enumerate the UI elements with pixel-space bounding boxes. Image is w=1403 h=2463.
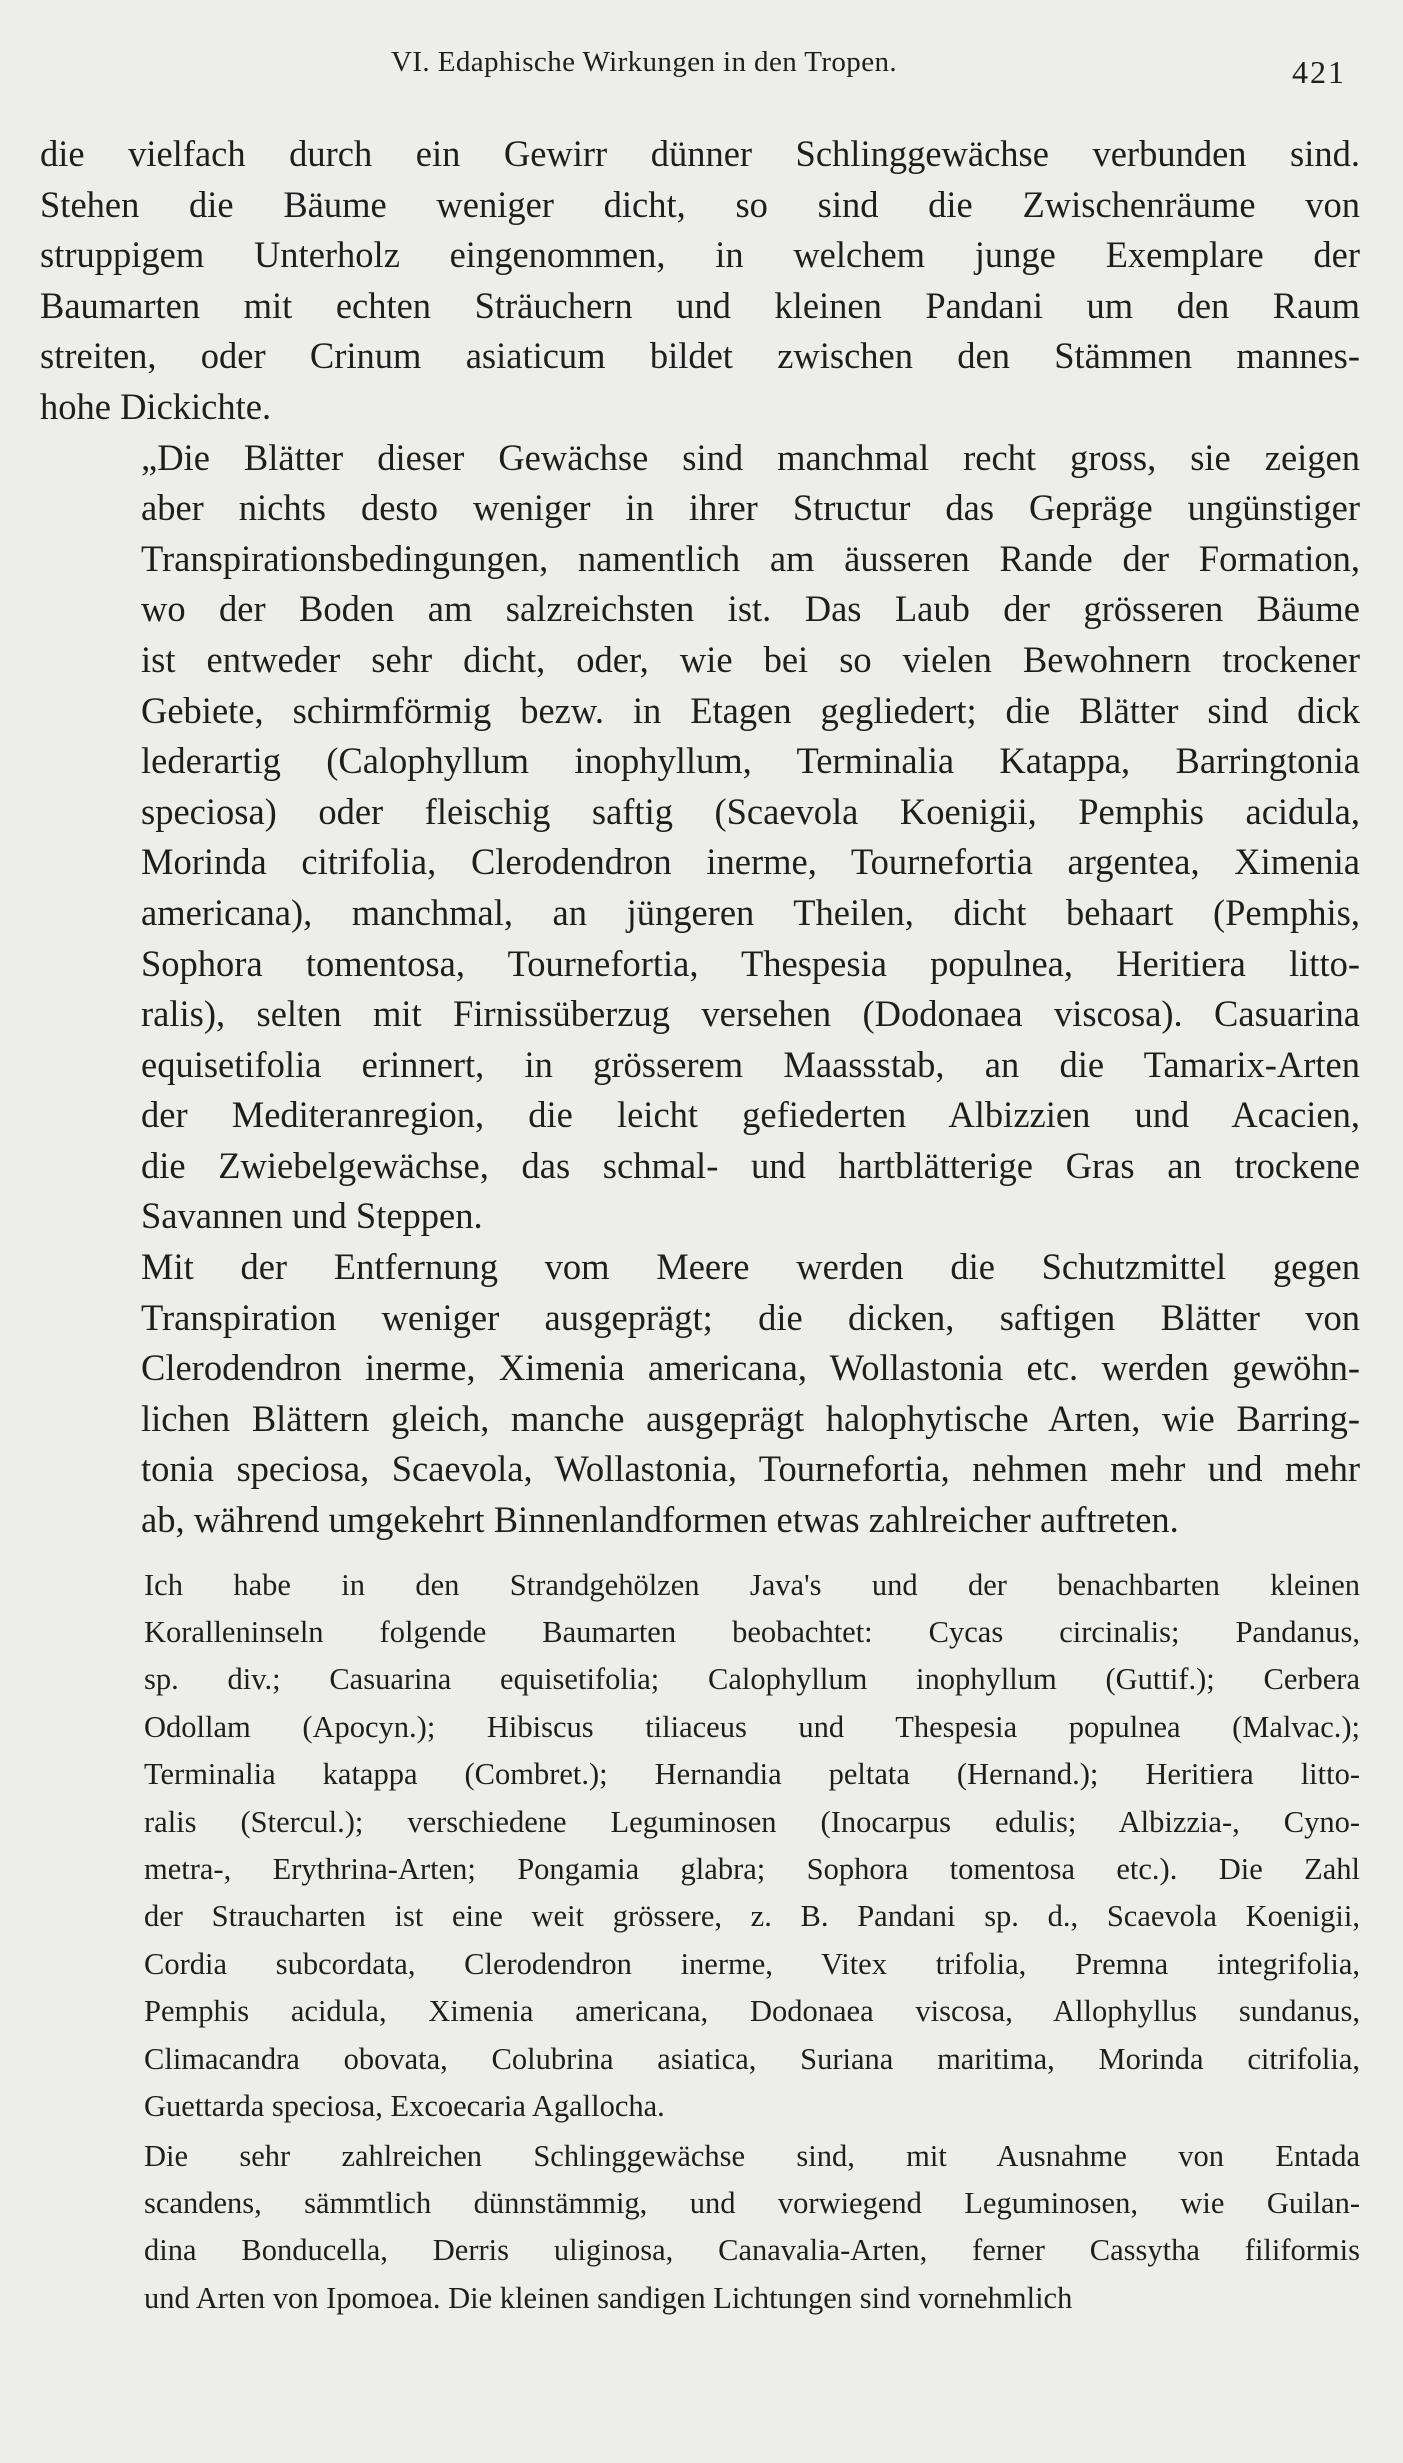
text-line: ralis (Stercul.); verschiedene Leguminosen (Inocarpus edulis; Albizzia-, Cyno- (144, 1804, 1360, 1839)
text-line: Die sehr zahlreichen Schlinggewächse sind, mit Ausnahme von Entada (144, 2138, 1360, 2173)
text-line: streiten, oder Crinum asiaticum bildet zwischen den Stämmen mannes- (40, 335, 1360, 377)
text-line: Climacandra obovata, Colubrina asiatica, Suriana maritima, Morinda citrifolia, (144, 2041, 1360, 2076)
page-number: 421 (1292, 54, 1346, 90)
text-line: ab, während umgekehrt Binnenlandformen etwas zahlreicher auftreten. (141, 1499, 1179, 1541)
text-line: equisetifolia erinnert, in grösserem Maassstab, an die Tamarix-Arten (141, 1043, 1360, 1085)
text-line: ist entweder sehr dicht, oder, wie bei so vielen Bewohnern trockener (141, 638, 1360, 680)
running-head (0, 46, 1403, 90)
text-line: der Straucharten ist eine weit grössere, z. B. Pandani sp. d., Scaevola Koenigii, (144, 1899, 1360, 1934)
paragraph (40, 1242, 1360, 1546)
paragraph (40, 129, 1360, 433)
text-line: „Die Blätter dieser Gewächse sind manchmal recht gross, sie zeigen (141, 436, 1360, 478)
text-line: Sophora tomentosa, Tournefortia, Thespesia populnea, Heritiera litto- (141, 942, 1360, 984)
text-line: Terminalia katappa (Combret.); Hernandia peltata (Hernand.); Heritiera litto- (144, 1757, 1360, 1792)
main-text (40, 129, 1360, 1546)
text-line: die vielfach durch ein Gewirr dünner Schlinggewächse verbunden sind. (40, 133, 1360, 174)
small-print-paragraph (40, 1562, 1360, 2131)
text-line: ralis), selten mit Firnissüberzug versehen (Dodonaea viscosa). Casuarina (141, 993, 1360, 1035)
text-line: metra-, Erythrina-Arten; Pongamia glabra; Sophora tomentosa etc.). Die Zahl (144, 1852, 1360, 1887)
text-line: hohe Dickichte. (40, 385, 272, 427)
text-line: lederartig (Calophyllum inophyllum, Terminalia Katappa, Barringtonia (141, 740, 1360, 782)
page-body (40, 129, 1360, 2322)
text-line: Savannen und Steppen. (141, 1195, 483, 1237)
text-line: dina Bonducella, Derris uliginosa, Canavalia-Arten, ferner Cassytha filiformis (144, 2233, 1360, 2268)
text-line: Transpirationsbedingungen, namentlich am äusseren Rande der Formation, (141, 537, 1360, 579)
text-line: Baumarten mit echten Sträuchern und kleinen Pandani um den Raum (40, 284, 1360, 326)
text-line: wo der Boden am salzreichsten ist. Das Laub der grösseren Bäume (141, 588, 1360, 630)
text-line: aber nichts desto weniger in ihrer Structur das Gepräge ungünstiger (141, 487, 1360, 529)
text-line: struppigem Unterholz eingenommen, in welchem junge Exemplare der (40, 234, 1360, 276)
text-line: speciosa) oder fleischig saftig (Scaevola Koenigii, Pemphis acidula, (141, 790, 1360, 832)
text-line: der Mediteranregion, die leicht gefiederten Albizzien und Acacien, (141, 1094, 1360, 1136)
paragraph (40, 433, 1360, 1243)
text-line: americana), manchmal, an jüngeren Theilen, dicht behaart (Pemphis, (141, 891, 1360, 933)
text-line: scandens, sämmtlich dünnstämmig, und vorwiegend Leguminosen, wie Guilan- (144, 2185, 1360, 2220)
running-title: VI. Edaphische Wirkungen in den Tropen. (391, 46, 898, 78)
small-print-text (40, 1562, 1360, 2323)
small-print-paragraph (40, 2133, 1360, 2323)
text-line: lichen Blättern gleich, manche ausgeprägt halophytische Arten, wie Barring- (141, 1397, 1360, 1439)
text-line: Koralleninseln folgende Baumarten beobachtet: Cycas circinalis; Pandanus, (144, 1615, 1360, 1650)
text-line: tonia speciosa, Scaevola, Wollastonia, Tournefortia, nehmen mehr und mehr (141, 1448, 1360, 1490)
text-line: Cordia subcordata, Clerodendron inerme, Vitex trifolia, Premna integrifolia, (144, 1946, 1360, 1981)
text-line: Morinda citrifolia, Clerodendron inerme, Tournefortia argentea, Ximenia (141, 841, 1360, 883)
text-line: Guettarda speciosa, Excoecaria Agallocha. (144, 2089, 665, 2124)
text-line: Ich habe in den Strandgehölzen Java's und der benachbarten kleinen (144, 1567, 1360, 1602)
text-line: Gebiete, schirmförmig bezw. in Etagen gegliedert; die Blätter sind dick (141, 689, 1360, 731)
text-line: Stehen die Bäume weniger dicht, so sind die Zwischenräume von (40, 183, 1360, 225)
text-line: Transpiration weniger ausgeprägt; die dicken, saftigen Blätter von (141, 1296, 1360, 1338)
text-line: die Zwiebelgewächse, das schmal- und hartblätterige Gras an trockene (141, 1144, 1360, 1186)
text-line: Mit der Entfernung vom Meere werden die Schutzmittel gegen (141, 1246, 1360, 1288)
text-line: Odollam (Apocyn.); Hibiscus tiliaceus und Thespesia populnea (Malvac.); (144, 1709, 1360, 1744)
text-line: und Arten von Ipomoea. Die kleinen sandigen Lichtungen sind vornehmlich (144, 2280, 1073, 2315)
text-line: Pemphis acidula, Ximenia americana, Dodonaea viscosa, Allophyllus sundanus, (144, 1994, 1360, 2029)
text-line: Clerodendron inerme, Ximenia americana, Wollastonia etc. werden gewöhn- (141, 1347, 1360, 1389)
text-line: sp. div.; Casuarina equisetifolia; Calophyllum inophyllum (Guttif.); Cerbera (144, 1662, 1360, 1697)
